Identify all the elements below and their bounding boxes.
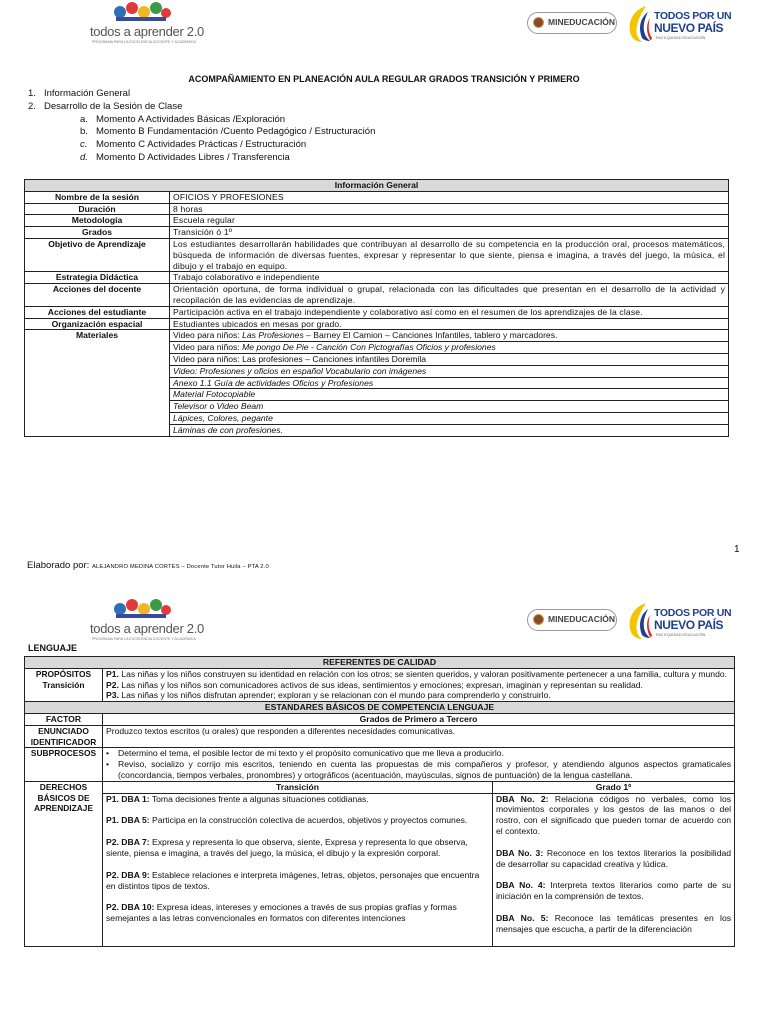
row-label: Estrategia Didáctica xyxy=(25,272,170,284)
row-label: Grados xyxy=(25,227,170,239)
ref-header: REFERENTES DE CALIDAD xyxy=(25,657,735,669)
tpun-line2: NUEVO PAÍS xyxy=(654,618,724,632)
row-value: Participación activa en el trabajo independiente y colaborativo así como en el resumen de los aprendizajes de la clase. xyxy=(170,306,729,318)
col-grado1: Grado 1º xyxy=(493,781,735,793)
mineducacion-badge xyxy=(527,12,617,34)
table-header-row xyxy=(25,657,735,669)
row-label: Metodología xyxy=(25,215,170,227)
propositos-label: PROPÓSITOS Transición xyxy=(25,668,103,701)
bullet-icon: • xyxy=(106,759,110,770)
materials-label: Materiales xyxy=(25,330,170,436)
row-label: Nombre de la sesión xyxy=(25,191,170,203)
outline-subitem: d. Momento D Actividades Libres / Transferencia xyxy=(80,151,290,163)
dba-item: DBA No. 5: Reconoce las temáticas presentes en los mensajes que escucha, a partir de la diferenciación xyxy=(496,912,732,934)
subprocesos-content xyxy=(103,748,735,781)
row-value: Trabajo colaborativo e independiente xyxy=(170,272,729,284)
dba-item: P1. DBA 5: Participa en la construcción colectiva de acuerdos, objetivos y proyectos comunes. xyxy=(106,815,468,826)
subprocesos-row xyxy=(25,748,735,781)
enunciado-label: ENUNCIADO IDENTIFICADOR xyxy=(25,725,103,748)
outline-subitem: a. Momento A Actividades Básicas /Exploración xyxy=(80,113,286,125)
table-row xyxy=(25,272,729,284)
dba-item: P1. DBA 1: Toma decisiones frente a algunas situaciones cotidianas. xyxy=(106,793,369,804)
bullet-icon: • xyxy=(106,748,110,759)
outline-item: 1. Información General xyxy=(28,88,131,99)
table-header-row xyxy=(25,702,735,714)
transicion-dba-list xyxy=(103,793,493,946)
row-label: Organización espacial xyxy=(25,318,170,330)
row-label: Duración xyxy=(25,203,170,215)
coat-of-arms-icon xyxy=(533,17,544,28)
table-row xyxy=(25,238,729,271)
tpun-line1: TODOS POR UN xyxy=(654,10,732,22)
subproceso-item: • Determino el tema, el posible lector de mi texto y el propósito comunicativo que me lleva a producirlo. xyxy=(106,748,504,759)
dba-content-row xyxy=(25,793,735,946)
table-header-row xyxy=(25,180,729,192)
proposito-item: P2. Las niñas y los niños son comunicadores activos de sus ideas, sentimientos y emociones; expresan, imaginan y representan su realidad. xyxy=(106,679,643,690)
row-value: Los estudiantes desarrollarán habilidades que contribuyan al desarrollo de su competencia en la producción oral, procesos matemáticos, búsqueda de información de diversas fuentes, expresar y representar lo que siente, piensa e imagina, a través del juego, la música, el dibujo y el trabajo en equipo. xyxy=(170,238,729,271)
dba-item: P2. DBA 9: Establece relaciones e interpreta imágenes, letras, objetos, personajes que encuentra en distintos tipos de textos. xyxy=(106,869,480,891)
row-value: Orientación oportuna, de forma individual o grupal, relacionada con las dificultades que presentan en el desarrollo de la actividad y recopilación de las evidencias de aprendizaje. xyxy=(170,284,729,307)
factor-label: FACTOR xyxy=(25,713,103,725)
footer-author: ALEJANDRO MEDINA CORTÉS – Docente Tutor Huila – PTA 2.0 xyxy=(91,564,269,570)
dba-label: DERECHOS BÁSICOS DE APRENDIZAJE xyxy=(25,781,103,946)
outline-subitem: c. Momento C Actividades Prácticas / Estructuración xyxy=(80,139,307,151)
dba-item: DBA No. 3: Reconoce en los textos literarios la posibilidad de desarrollar su capacidad creativa y lúdica. xyxy=(496,847,732,869)
factor-value: Grados de Primero a Tercero xyxy=(103,713,735,725)
row-label: Acciones del docente xyxy=(25,284,170,307)
proposito-item: P1. Las niñas y los niños construyen su identidad en relación con los otros; se sienten queridos, y valoran positivamente pertenecer a una familia, cultura y mundo. xyxy=(106,668,728,679)
table-row xyxy=(25,215,729,227)
dba-item: P2. DBA 7: Expresa y representa lo que observa, siente, Expresa y representa lo que observa, siente, piensa e imagina, a través del juego, la música, el dibujo y la expresión corporal. xyxy=(106,837,468,858)
table-row xyxy=(25,227,729,239)
quality-references-table xyxy=(24,656,735,947)
enunciado-value: Produzco textos escritos (u orales) que responden a diferentes necesidades comunicativas. xyxy=(103,725,735,748)
factor-row xyxy=(25,713,735,725)
todos-a-aprender-logo xyxy=(90,2,204,46)
material-item: Anexo 1.1 Guía de actividades Oficios y Profesiones xyxy=(170,377,729,389)
page-number: 1 xyxy=(734,544,740,555)
material-item: Video para niños: Las Profesiones – Barney El Camion – Canciones Infantiles, tablero y marcadores. xyxy=(170,330,729,342)
propositos-row xyxy=(25,668,735,701)
row-value: Escuela regular xyxy=(170,215,729,227)
material-item: Televisor o Video Beam xyxy=(170,401,729,413)
mineducacion-text: MINEDUCACIÓN xyxy=(548,17,616,27)
dba-item: P2. DBA 10: Expresa ideas, intereses y emociones a través de sus propias grafías y formas semejantes a las letras convencionales en formatos con diferentes intenciones xyxy=(106,902,457,924)
row-value: 8 horas xyxy=(170,203,729,215)
table-row xyxy=(25,203,729,215)
row-label: Acciones del estudiante xyxy=(25,306,170,318)
mineducacion-badge xyxy=(527,609,617,631)
row-value: Estudiantes ubicados en mesas por grado. xyxy=(170,318,729,330)
material-item: Video para niños: Me pongo De Pie - Canción Con Pictografías Oficios y profesiones xyxy=(170,342,729,354)
tpun-line2: NUEVO PAÍS xyxy=(654,21,724,35)
enunciado-row xyxy=(25,725,735,748)
coat-of-arms-icon xyxy=(533,614,544,625)
logo-text: todos a aprender 2.0 xyxy=(90,621,204,636)
table-row xyxy=(25,191,729,203)
outline-subitem: b. Momento B Fundamentación /Cuento Pedagógico / Estructuración xyxy=(80,126,376,138)
todos-por-un-nuevo-pais-logo xyxy=(626,2,732,46)
dba-item: DBA No. 2: Relaciona códigos no verbales, como los movimientos corporales y los gestos de las manos o del rostro, con el significado que pueden tomar de acuerdo con el contexto. xyxy=(496,793,732,836)
figures-logo-icon xyxy=(112,2,172,24)
logo-subtext: PROGRAMA PARA LA EXCELENCIA DOCENTE Y ACADÉMICA xyxy=(92,40,196,44)
table-row xyxy=(25,284,729,307)
material-item: Video para niños: Las profesiones – Canciones infantiles Doremila xyxy=(170,353,729,365)
tpun-line3: PAZ EQUIDAD EDUCACIÓN xyxy=(656,36,706,40)
footer-label: Elaborado por: xyxy=(27,560,92,571)
colombia-flag-swoosh-icon xyxy=(626,4,652,44)
table-row xyxy=(25,306,729,318)
row-value: OFICIOS Y PROFESIONES xyxy=(170,191,729,203)
col-transicion: Transición xyxy=(103,781,493,793)
tpun-line1: TODOS POR UN xyxy=(654,607,732,619)
estandares-header: ESTANDARES BÁSICOS DE COMPETENCIA LENGUAJE xyxy=(25,702,735,714)
outline-item: 2. Desarrollo de la Sesión de Clase xyxy=(28,100,183,112)
subprocesos-label: SUBPROCESOS xyxy=(25,748,103,781)
material-item: Lápices, Colores, pegante xyxy=(170,412,729,424)
page1-header xyxy=(0,0,768,50)
table-row xyxy=(25,318,729,330)
todos-a-aprender-logo xyxy=(90,599,204,643)
outline-list xyxy=(28,88,428,165)
section-label: LENGUAJE xyxy=(28,643,78,653)
document-title: ACOMPAÑAMIENTO EN PLANEACIÓN AULA REGULAR GRADOS TRANSICIÓN Y PRIMERO xyxy=(188,74,580,84)
dba-header-row xyxy=(25,781,735,793)
figures-logo-icon xyxy=(112,599,172,621)
colombia-flag-swoosh-icon xyxy=(626,601,652,641)
logo-text: todos a aprender 2.0 xyxy=(90,24,204,39)
subproceso-item: • Reviso, socializo y corrijo mis escritos, teniendo en cuenta las propuestas de mis compañeros y profesor, y atendiendo algunos aspectos gramaticales (concordancia, tiempos verbales, pronombres) y ortográficos (acentuación, mayúsculas, signos de puntuación) de la lengua castellana. xyxy=(106,759,732,780)
general-info-header: Información General xyxy=(25,180,729,192)
footer-credit xyxy=(27,560,269,571)
row-value: Transición ó 1º xyxy=(170,227,729,239)
mineducacion-text: MINEDUCACIÓN xyxy=(548,614,616,624)
dba-item: DBA No. 4: Interpreta textos literarios como parte de su iniciación en la comprensión de textos. xyxy=(496,880,732,902)
logo-subtext: PROGRAMA PARA LA EXCELENCIA DOCENTE Y ACADÉMICA xyxy=(92,637,196,641)
todos-por-un-nuevo-pais-logo xyxy=(626,599,732,643)
tpun-line3: PAZ EQUIDAD EDUCACIÓN xyxy=(656,633,706,637)
general-info-table xyxy=(24,179,729,437)
materials-row xyxy=(25,330,729,342)
propositos-content xyxy=(103,668,735,701)
row-label: Objetivo de Aprendizaje xyxy=(25,238,170,271)
material-item: Video: Profesiones y oficios en español Vocabulario con imágenes xyxy=(170,365,729,377)
page2-header xyxy=(0,597,768,647)
material-item: Láminas de con profesiones. xyxy=(170,424,729,436)
grado1-dba-list xyxy=(493,793,735,946)
proposito-item: P3. Las niñas y los niños disfrutan aprender; exploran y se relacionan con el mundo para comprenderlo y construirlo. xyxy=(106,690,551,701)
material-item: Material Fotocopiable xyxy=(170,389,729,401)
